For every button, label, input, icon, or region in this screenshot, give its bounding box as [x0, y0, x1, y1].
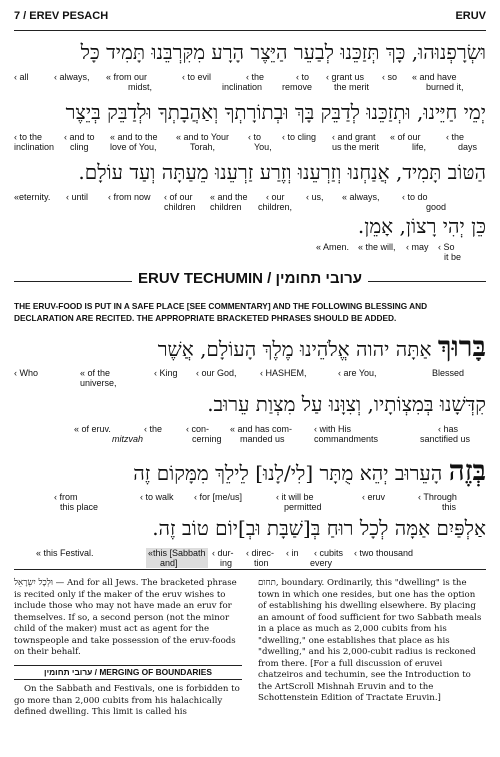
prayer-line-2: יְמֵי חַיֵּינוּ, וּתְזַכֵּנוּ לְדַבֵּק בָּךְ וּבְתוֹרָתְךָ וְאַהֲבָתְךָ וּלְדַבֵּק בְּיֵצֶר	[65, 100, 486, 124]
page-header	[14, 8, 486, 31]
gloss-word: « always,	[342, 192, 380, 202]
gloss-word: this	[442, 502, 457, 512]
gloss-word: ‹ grant us	[326, 72, 365, 82]
gloss-word: ‹ our God,	[196, 368, 237, 378]
prayer-line-4: כֵּן יְהִי רָצוֹן, אָמֵן.	[357, 214, 486, 238]
gloss-word: ‹ direc-	[246, 548, 275, 558]
gloss-word: ‹ dur-	[212, 548, 234, 558]
gloss-word: ‹ our	[266, 192, 285, 202]
gloss-word: ‹ to do	[402, 192, 428, 202]
gloss-word: ‹ us,	[306, 192, 324, 202]
gloss-word: « the will,	[358, 242, 396, 252]
prayer-line-3: הַטּוֹב תָּמִיד, אֲנַחְנוּ וְזַרְעֵנוּ וְזֶרַע זַרְעֵנוּ מֵעַתָּה וְעַד עוֹלָם.	[78, 160, 486, 184]
footnote-text: — And for all Jews. The bracketed phrase is recited only if the maker of the eruv wishes to include those who may not have made an eruv for themselves. If so, a second person (not the minor child of the maker) must act as agent for the townspeople and take possession of the eruv-foods on their behalf.	[14, 578, 237, 657]
gloss-word: good	[426, 202, 447, 212]
gloss-word: ‹ until	[66, 192, 89, 202]
gloss-word: remove	[282, 82, 313, 92]
gloss-word: ‹ eruv	[362, 492, 386, 502]
gloss-word: ‹ in	[286, 548, 299, 558]
gloss-word: ‹ to the	[14, 132, 43, 142]
footnote-column-right	[258, 578, 486, 705]
footnote-paragraph: On the Sabbath and Festivals, one is forbidden to go more than 2,000 cubits from his halachically defined dwelling. This limit is called his	[14, 684, 240, 717]
running-head: ERUV	[455, 10, 486, 22]
blessing-line-2: קִדְּשָׁנוּ בְּמִצְוֹתָיו, וְצִוָּנוּ עַל מִצְוַת עֵרוּב.	[207, 392, 486, 416]
gloss-word: sanctified us	[420, 434, 471, 444]
gloss-word: ‹ King	[154, 368, 178, 378]
declaration-line-1	[14, 454, 486, 488]
gloss-word: universe,	[80, 378, 117, 388]
gloss-word: « of the	[80, 368, 111, 378]
section-title-text: ERUV TECHUMIN / ערובי תחומין	[132, 270, 368, 287]
gloss-word: ‹ all	[14, 72, 29, 82]
blessing-opening-word: בָּרוּךְ	[437, 330, 486, 363]
gloss-word: « and to the	[110, 132, 158, 142]
gloss-word: « Amen.	[316, 242, 350, 252]
footnote-hebrew-lemma: וּלְכָל יִשְׂרָאֵל	[14, 578, 53, 588]
gloss-word: Torah,	[190, 142, 216, 152]
gloss-word: love of You,	[110, 142, 157, 152]
gloss-word: ‹ from now	[108, 192, 151, 202]
gloss-word: this place	[60, 502, 99, 512]
commentary-heading: ערובי תחומין / MERGING OF BOUNDARIES	[14, 665, 242, 681]
gloss-word: inclination	[222, 82, 263, 92]
gloss-word: ‹ and grant	[332, 132, 376, 142]
page-number-title: 7 / EREV PESACH	[14, 10, 109, 22]
gloss-word: ‹ always,	[54, 72, 90, 82]
gloss-word: the merit	[334, 82, 370, 92]
gloss-word: ‹ cubits	[314, 548, 344, 558]
gloss-word: Blessed	[432, 368, 465, 378]
gloss-word: ‹ of our	[164, 192, 193, 202]
instructions: THE ERUV-FOOD IS PUT IN A SAFE PLACE [SEE COMMENTARY] AND THE FOLLOWING BLESSING AND DECLARATION ARE RECITED. THE APPROPRIATE BRACKETED PHRASES SHOULD BE ADDED.	[14, 301, 428, 323]
gloss-word: « and to Your	[176, 132, 230, 142]
gloss-word: cling	[70, 142, 89, 152]
gloss-word: You,	[254, 142, 272, 152]
footnote-column-left	[14, 578, 242, 719]
gloss-word: ‹ it will be	[276, 492, 314, 502]
gloss-word: and]	[160, 558, 178, 568]
gloss-word: «this [Sabbath	[148, 548, 206, 558]
gloss-word: cerning	[192, 434, 222, 444]
gloss-word: manded us	[240, 434, 285, 444]
prayer-line-1: וּשְׂרָפְנוּהוּ, כָּךְ תְּזַכֵּנוּ לְבַעֵר הַיֵּצֶר הָרָע מִקִּרְבֵּנוּ תָּמִיד כָּל	[80, 40, 486, 64]
gloss-word: ‹ with His	[314, 424, 352, 434]
gloss-word: ‹ to walk	[140, 492, 174, 502]
gloss-word: ‹ from	[54, 492, 78, 502]
gloss-word: mitzvah	[112, 434, 144, 444]
declaration-line-1-text: הָעֵרוּב יְהֵא מֻתָּר [לִי/לָנוּ] לֵילֵךְ מִמָּקוֹם זֶה	[133, 461, 443, 485]
gloss-word: ‹ has	[438, 424, 459, 434]
declaration-opening-word: בְּזֶה	[448, 454, 486, 487]
footnote-paragraph	[14, 578, 242, 659]
gloss-word: days	[458, 142, 478, 152]
gloss-word: ‹ to	[296, 72, 310, 82]
gloss-word: inclination	[14, 142, 55, 152]
gloss-word: ing	[220, 558, 233, 568]
gloss-word: every	[310, 558, 333, 568]
gloss-word: ‹ to evil	[182, 72, 212, 82]
gloss-word: permitted	[284, 502, 322, 512]
declaration-line-2: אַלְפַּיִם אַמָּה לְכָל רוּחַ בְּ[שַׁבָּת וּבְ]יוֹם טוֹב זֶה.	[152, 516, 486, 540]
gloss-word: « from our	[106, 72, 148, 82]
gloss-word: « and the	[210, 192, 248, 202]
gloss-word: ‹ so	[382, 72, 398, 82]
gloss-word: ‹ for [me/us]	[194, 492, 243, 502]
gloss-word: « of our	[390, 132, 421, 142]
footnote-paragraph: תחום, boundary. Ordinarily, this "dwelling" is the town in which one resides, but one has the option of establishing his dwelling elsewhere. By placing an amount of food sufficient for two Sabbath meals in a place as much as 2,000 cubits from his "dwelling," one establishes that place as his "dwelling," and his 2,000-cubit radius is reckoned from there. [For a full discussion of eruvei chatzeiros and techumin, see the Introduction to the ArtScroll Mishnah Eruvin and to the Schottenstein Edition of Tractate Eruvin.]	[258, 578, 482, 703]
gloss-word: midst,	[128, 82, 153, 92]
gloss-word: children	[164, 202, 196, 212]
gloss-word: ‹ two thousand	[354, 548, 414, 558]
gloss-word: ‹ the	[246, 72, 265, 82]
gloss-word: ‹ Through	[418, 492, 457, 502]
gloss-word: « this Festival.	[36, 548, 94, 558]
gloss-word: children	[210, 202, 242, 212]
gloss-word: commandments	[314, 434, 379, 444]
gloss-word: ‹ are You,	[338, 368, 377, 378]
gloss-word: « and has com-	[230, 424, 293, 434]
gloss-word: children,	[258, 202, 293, 212]
gloss-word: ‹ may	[406, 242, 429, 252]
gloss-word: ‹ to cling	[282, 132, 317, 142]
gloss-word: ‹ the	[144, 424, 163, 434]
gloss-word: ‹ HASHEM,	[260, 368, 307, 378]
gloss-word: life,	[412, 142, 427, 152]
gloss-word: burned it,	[426, 82, 464, 92]
gloss-word: it be	[444, 252, 462, 262]
section-title	[14, 270, 486, 294]
title-rule-left	[14, 281, 134, 282]
gloss-word: ‹ and to	[64, 132, 95, 142]
gloss-word: ‹ to	[248, 132, 262, 142]
blessing-line-1	[14, 330, 486, 364]
gloss-word: tion	[254, 558, 269, 568]
gloss-word: ‹ So	[438, 242, 455, 252]
title-rule-right	[366, 281, 486, 282]
blessing-line-1-text: אַתָּה יהוה אֱלֹהֵינוּ מֶלֶךְ הָעוֹלָם, אֲשֶׁר	[157, 337, 432, 361]
gloss-word: ‹ the	[446, 132, 465, 142]
gloss-word: « and have	[412, 72, 457, 82]
gloss-word: us the merit	[332, 142, 380, 152]
footnote-divider	[14, 569, 486, 570]
gloss-word: « of eruv.	[74, 424, 111, 434]
gloss-word: ‹ Who	[14, 368, 39, 378]
gloss-word: ‹ con-	[186, 424, 210, 434]
gloss-word: «eternity.	[14, 192, 51, 202]
